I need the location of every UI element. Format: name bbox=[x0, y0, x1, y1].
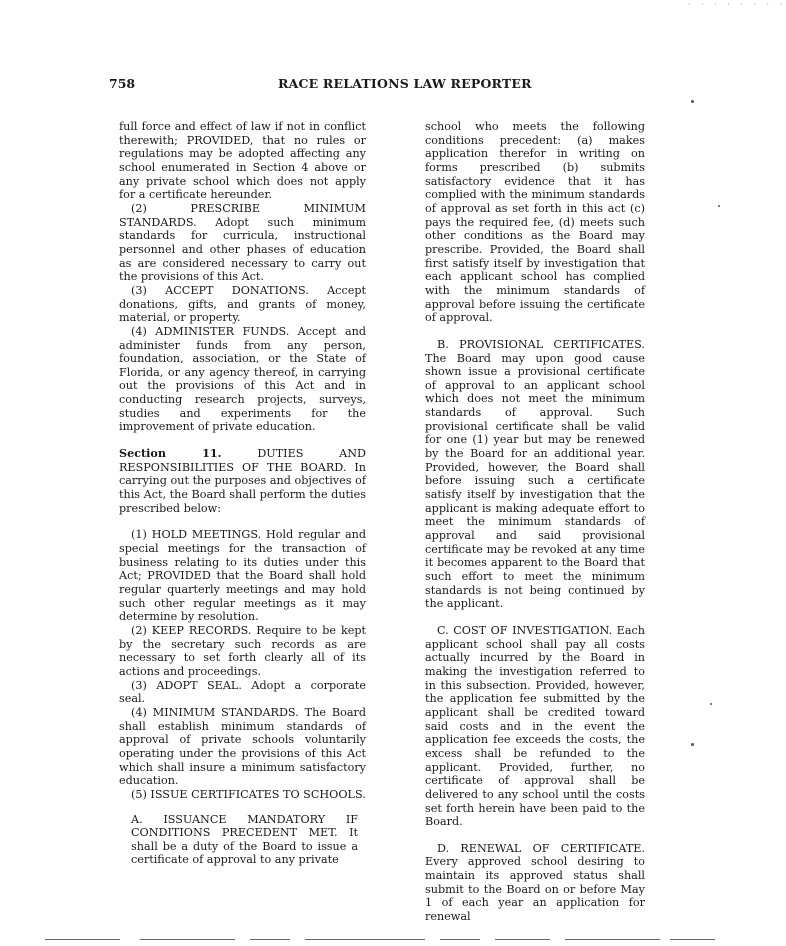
scan-speck bbox=[691, 743, 694, 746]
paragraph: (5) ISSUE CERTIFICATES TO SCHOOLS. bbox=[131, 787, 366, 801]
subsection-a-text: It shall be a duty of the Board to issue a certificate of approval to any private bbox=[131, 826, 358, 867]
left-column bbox=[119, 120, 366, 867]
paragraph: (2) KEEP RECORDS. Require to be kept by the secretary such records as are necessary to set forth clearly all of its actions and proceedings. bbox=[119, 623, 366, 678]
subsection-a-head: A. ISSUANCE MANDATORY IF CONDITIONS PRECEDENT MET. bbox=[131, 812, 358, 840]
scan-speck bbox=[718, 205, 720, 207]
section-text: DUTIES AND RESPONSIBILITIES OF THE BOARD. In carrying out the purposes and objectives of this Act, the Board shall perform the duties prescribed below: bbox=[119, 447, 367, 515]
paragraph: full force and effect of law if not in conflict therewith; PROVIDED, that no rules or regulations may be adopted affecting any school enumerated in Section 4 above or any private school which does not apply for a certificate hereunder. bbox=[119, 120, 366, 202]
paragraph: (4) ADMINISTER FUNDS. Accept and administer funds from any person, foundation, association, or the State of Florida, or any agency thereof, in carrying out the provisions of this Act and in conducting research projects, surveys, studies and experiments for the improvement of private education. bbox=[119, 324, 366, 434]
right-column bbox=[425, 120, 645, 924]
scan-speck bbox=[691, 100, 694, 103]
subsection-a-paragraph bbox=[131, 813, 358, 868]
paragraph: (4) MINIMUM STANDARDS. The Board shall establish minimum standards of approval of private schools voluntarily operating under the provisions of this Act which shall insure a minimum satisfactory education. bbox=[119, 705, 366, 788]
paragraph: school who meets the following conditions precedent: (a) makes application therefor in writing on forms prescribed (b) submits satisfactory evidence that it has complied with the minimum standards of approval as set forth in this act (c) pays the required fee, (d) meets such other conditions as the Board may prescribe. Provided, the Board shall first satisfy itself by investigation that each applicant school has complied with the minimum standards of approval before issuing the certificate of approval. bbox=[425, 120, 645, 325]
page-number: 758 bbox=[109, 76, 136, 91]
running-head: RACE RELATIONS LAW REPORTER bbox=[278, 76, 532, 91]
scan-edge-dots: · · · · · · · · bbox=[688, 0, 786, 9]
paragraph: (2) PRESCRIBE MINIMUM STANDARDS. Adopt such minimum standards for curricula, instructional personnel and other phases of education as are considered necessary to carry out the provisions of this Act. bbox=[119, 201, 366, 284]
paragraph: (1) HOLD MEETINGS. Hold regular and special meetings for the transaction of business relating to its duties under this Act; PROVIDED that the Board shall hold regular quarterly meetings and may hold such other regular meetings as it may determine by resolution. bbox=[119, 528, 366, 624]
paragraph: C. COST OF INVESTIGATION. Each applicant school shall pay all costs actually incurred by the Board in making the investigation referred to in this subsection. Provided, however, the application fee submitted by the applicant shall be credited toward said costs and in the event the application fee exceeds the costs, the excess shall be refunded to the applicant. Provided, further, no certificate of approval shall be delivered to any school until the costs set forth herein have been paid to the Board. bbox=[425, 623, 645, 829]
section-label: Section 11. bbox=[119, 446, 222, 461]
paragraph: (3) ACCEPT DONATIONS. Accept donations, gifts, and grants of money, material, or property. bbox=[119, 283, 366, 325]
scan-bottom-edge bbox=[40, 938, 720, 941]
scan-speck bbox=[710, 703, 712, 705]
section-11-paragraph bbox=[119, 447, 366, 515]
paragraph: (3) ADOPT SEAL. Adopt a corporate seal. bbox=[119, 678, 366, 706]
paragraph: B. PROVISIONAL CERTIFICATES. The Board may upon good cause shown issue a provisional certificate of approval to an applicant school which does not meet the minimum standards of approval. Such provisional certificate shall be valid for one (1) year but may be renewed by the Board for an additional year. Provided, however, the Board shall before issuing such a certificate satisfy itself by investigation that the applicant is making adequate effort to meet the minimum standards of approval and said provisional certificate may be revoked at any time it becomes apparent to the Board that such effort to meet the minimum standards is not being continued by the applicant. bbox=[425, 337, 645, 611]
paragraph: D. RENEWAL OF CERTIFICATE. Every approved school desiring to maintain its approved status shall submit to the Board on or before May 1 of each year an application for renewal bbox=[425, 841, 645, 924]
